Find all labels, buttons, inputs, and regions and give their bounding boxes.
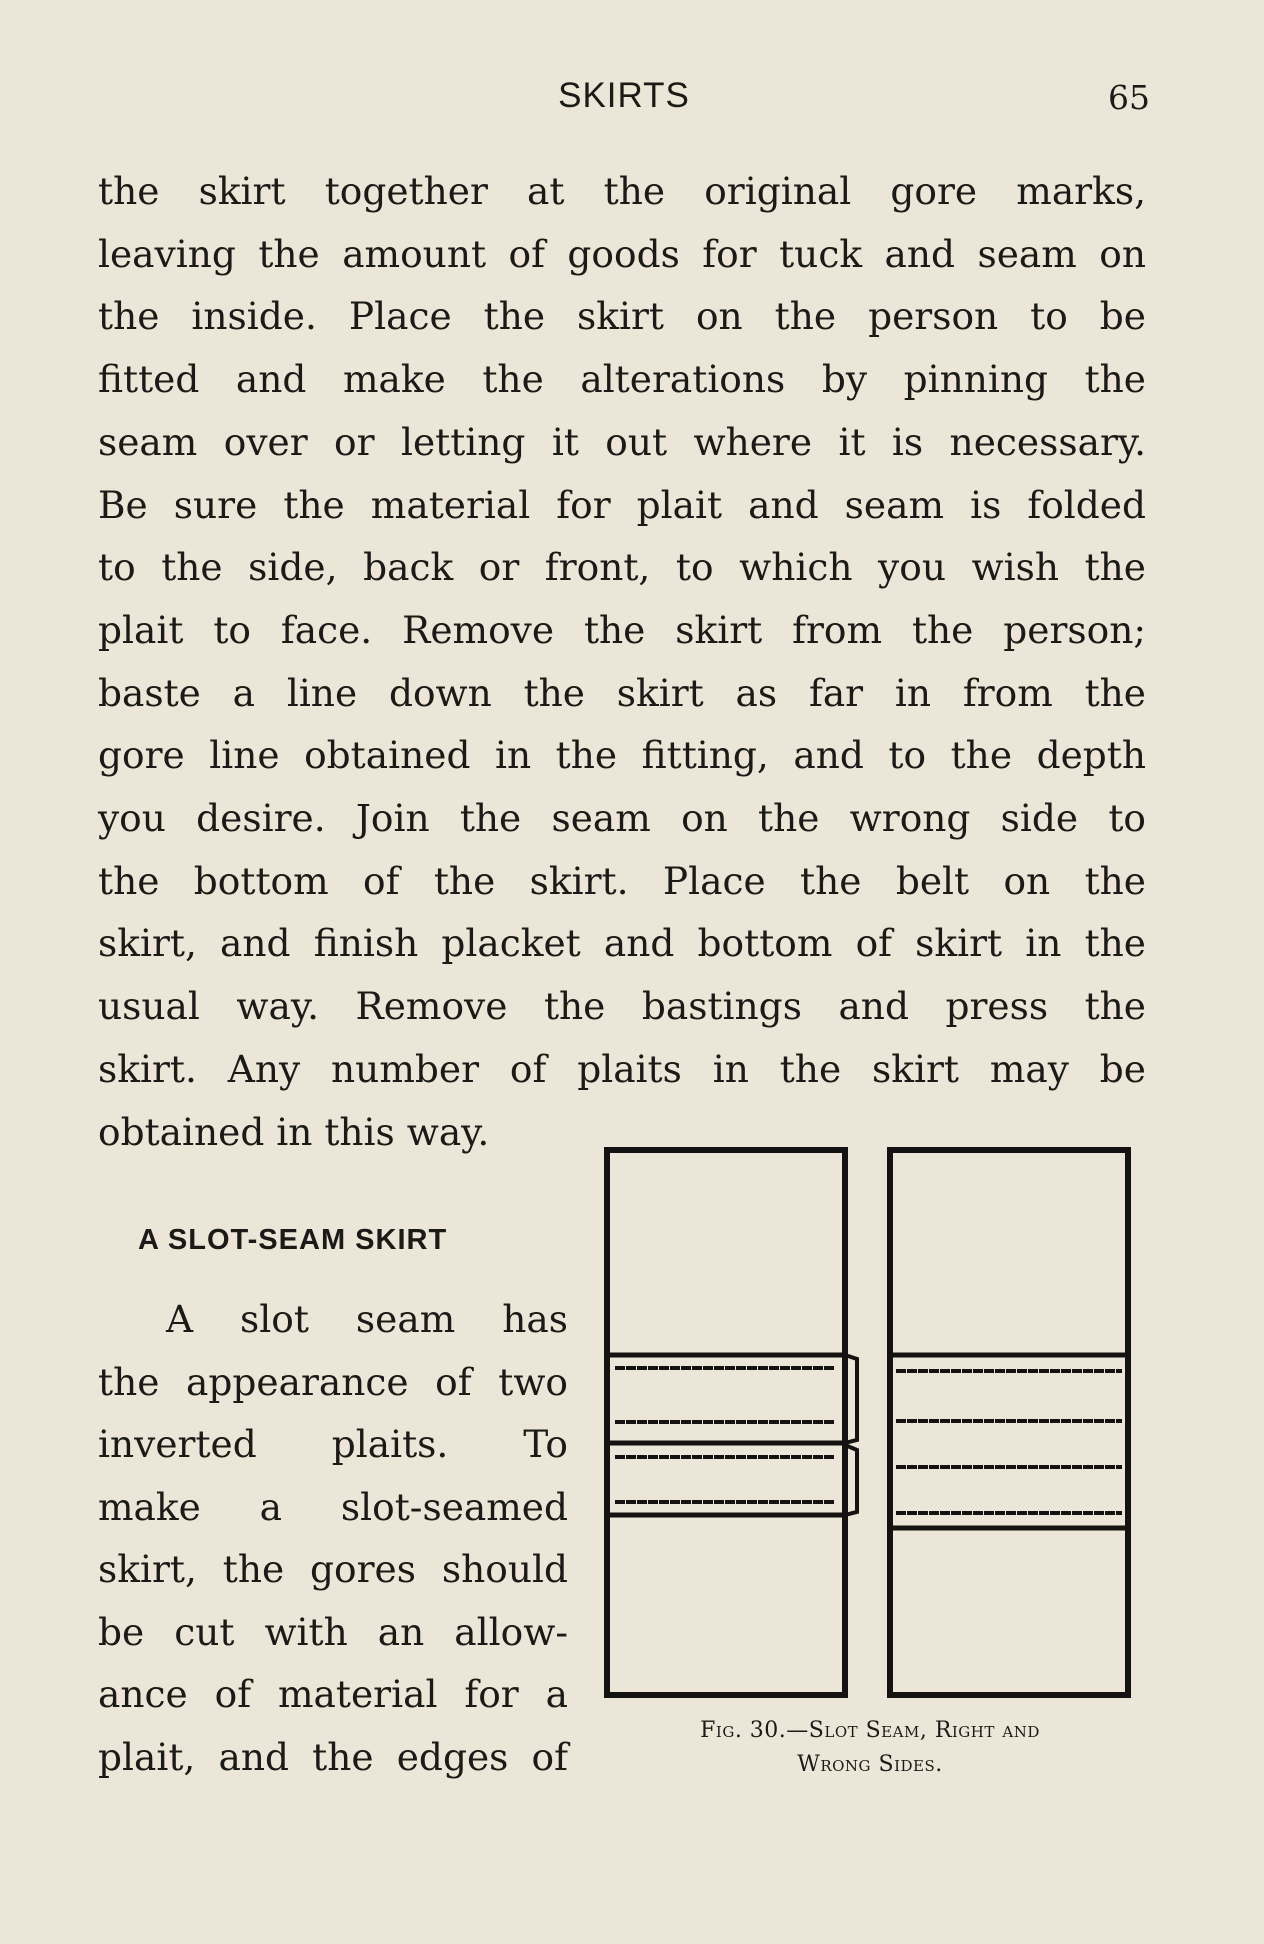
section-line: the appearance of two <box>98 1359 568 1404</box>
paragraph-line: baste a line down the skirt as far in from the <box>98 670 1146 715</box>
caption-line: Fig. 30.—Slot Seam, Right and <box>700 1718 1040 1743</box>
paragraph-line: leaving the amount of goods for tuck and seam on <box>98 231 1146 276</box>
paragraph-line: skirt. Any number of plaits in the skirt may be <box>98 1046 1146 1091</box>
paragraph-line: fitted and make the alterations by pinning the <box>98 357 1146 402</box>
section-line: plait, and the edges of <box>98 1734 568 1779</box>
section-line: be cut with an allow- <box>98 1609 568 1654</box>
paragraph-line: Be sure the material for plait and seam is folded <box>98 482 1146 527</box>
section-line: make a slot-seamed <box>98 1484 568 1529</box>
section-line: ance of material for a <box>98 1672 568 1716</box>
slot-seam-diagram <box>595 1140 1140 1700</box>
paragraph-line: the inside. Place the skirt on the person to be <box>98 294 1146 339</box>
section-line: skirt, the gores should <box>98 1547 568 1591</box>
section-paragraph <box>98 1288 568 1788</box>
paragraph-line: obtained in this way. <box>98 1109 490 1154</box>
figure-caption <box>590 1714 1150 1782</box>
body-paragraph <box>98 160 1146 1163</box>
page-number: 65 <box>1108 78 1150 117</box>
running-title: SKIRTS <box>558 76 690 115</box>
paragraph-line: gore line obtained in the fitting, and to the depth <box>98 733 1146 778</box>
running-head <box>98 72 1150 122</box>
paragraph-line: you desire. Join the seam on the wrong side to <box>98 796 1146 841</box>
caption-line: Wrong Sides. <box>797 1752 943 1777</box>
paragraph-line: to the side, back or front, to which you wish the <box>98 545 1146 590</box>
section-line: A slot seam has <box>166 1297 568 1341</box>
paragraph-line: usual way. Remove the bastings and press the <box>98 984 1146 1029</box>
paragraph-line: skirt, and finish placket and bottom of skirt in the <box>98 921 1146 966</box>
paragraph-line: the bottom of the skirt. Place the belt on the <box>98 858 1146 903</box>
paragraph-line: the skirt together at the original gore marks, <box>98 169 1146 213</box>
section-heading: A SLOT-SEAM SKIRT <box>138 1224 448 1256</box>
slot-seam-figure <box>595 1140 1140 1700</box>
paragraph-line: seam over or letting it out where it is necessary. <box>98 419 1146 464</box>
section-line: inverted plaits. To <box>98 1422 568 1466</box>
paragraph-line: plait to face. Remove the skirt from the person; <box>98 607 1146 652</box>
